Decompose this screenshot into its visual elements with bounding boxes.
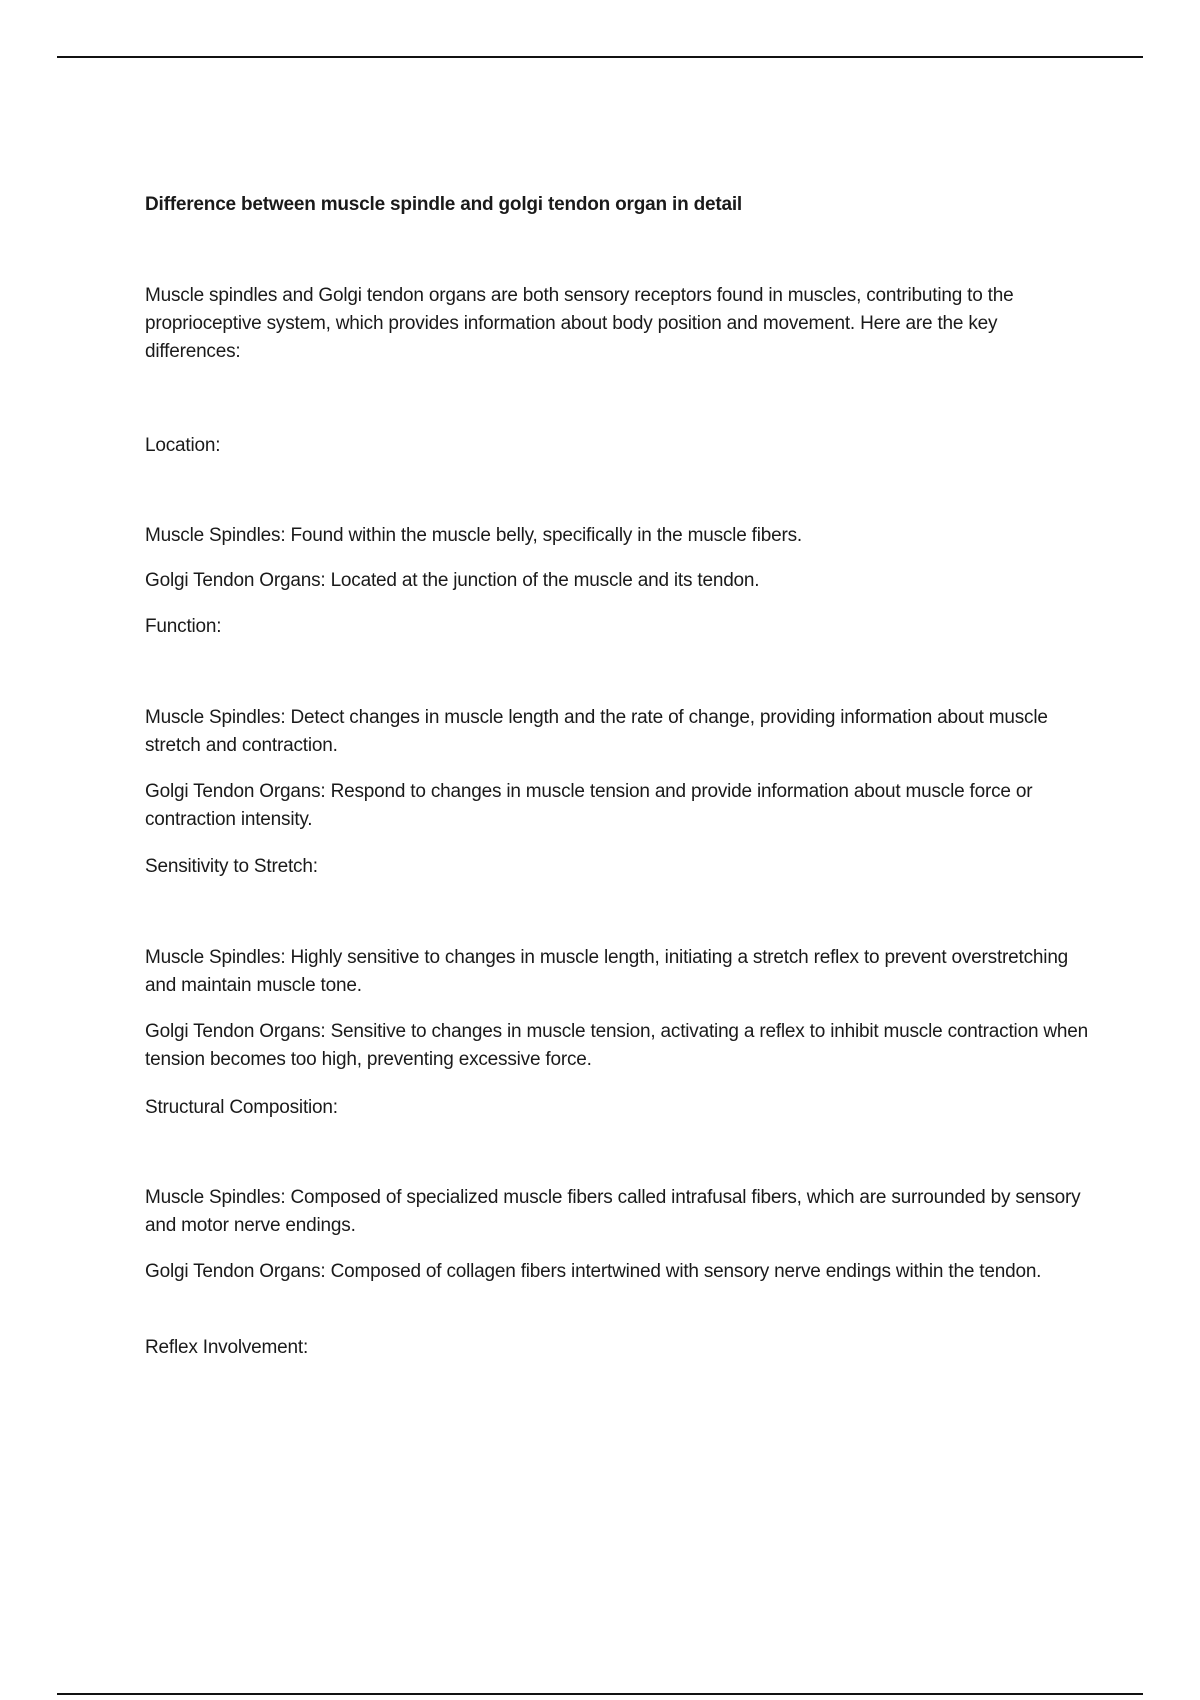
function-golgi-tendon-organs: Golgi Tendon Organs: Respond to changes in muscle tension and provide information about muscle force or contraction intensity. [145, 781, 1033, 830]
location-golgi-tendon-organs: Golgi Tendon Organs: Located at the junction of the muscle and its tendon. [145, 570, 760, 591]
section-heading-reflex: Reflex Involvement: [145, 1337, 309, 1358]
section-heading-sensitivity: Sensitivity to Stretch: [145, 856, 318, 877]
location-muscle-spindles: Muscle Spindles: Found within the muscle belly, specifically in the muscle fibers. [145, 525, 802, 546]
structure-golgi-tendon-organs: Golgi Tendon Organs: Composed of collagen fibers intertwined with sensory nerve endings within the tendon. [145, 1261, 1042, 1282]
bottom-rule [57, 1693, 1143, 1695]
section-heading-location: Location: [145, 435, 221, 456]
section-heading-function: Function: [145, 616, 222, 637]
structure-muscle-spindles: Muscle Spindles: Composed of specialized muscle fibers called intrafusal fibers, which are surrounded by sensory and motor nerve endings. [145, 1187, 1081, 1236]
section-heading-structure: Structural Composition: [145, 1097, 338, 1118]
sensitivity-muscle-spindles: Muscle Spindles: Highly sensitive to changes in muscle length, initiating a stretch reflex to prevent overstretching and maintain muscle tone. [145, 947, 1069, 996]
top-rule [57, 56, 1143, 58]
intro-paragraph: Muscle spindles and Golgi tendon organs are both sensory receptors found in muscles, contributing to the proprioceptive system, which provides information about body position and movement. Here are the key differences: [145, 285, 1014, 362]
sensitivity-golgi-tendon-organs: Golgi Tendon Organs: Sensitive to changes in muscle tension, activating a reflex to inhibit muscle contraction when tension becomes too high, preventing excessive force. [145, 1021, 1089, 1070]
function-muscle-spindles: Muscle Spindles: Detect changes in muscle length and the rate of change, providing information about muscle stretch and contraction. [145, 707, 1048, 756]
document-title: Difference between muscle spindle and golgi tendon organ in detail [145, 194, 742, 215]
